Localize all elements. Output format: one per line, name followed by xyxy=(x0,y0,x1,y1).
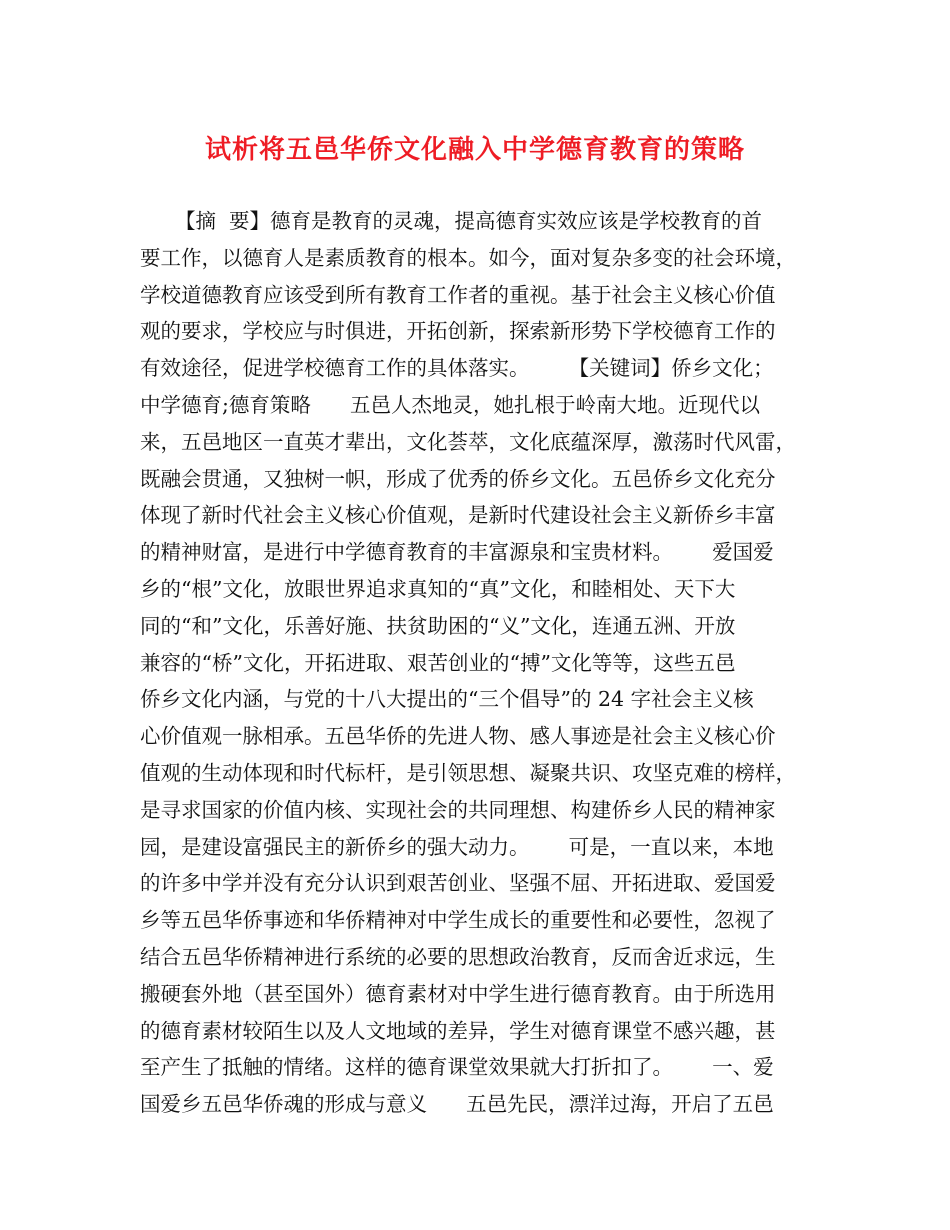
body-line xyxy=(0,350,950,387)
body-line-text: 有效途径，促进学校德育工作的具体落实。 【关键词】侨乡文化； xyxy=(140,356,774,381)
body-line-text: 国爱乡五邑华侨魂的形成与意义 五邑先民，漂洋过海，开启了五邑 xyxy=(140,1092,774,1117)
body-line xyxy=(0,571,950,608)
body-line-text: 搬硬套外地（甚至国外）德育素材对中学生进行德育教育。由于所选用 xyxy=(140,981,776,1006)
body-line xyxy=(0,461,950,498)
body-line-text: 中学德育;德育策略 五邑人杰地灵，她扎根于岭南大地。近现代以 xyxy=(140,392,761,417)
body-line xyxy=(0,277,950,314)
document-body xyxy=(0,203,950,1123)
body-line-text: 兼容的“桥”文化，开拓进取、艰苦创业的“搏”文化等等，这些五邑 xyxy=(140,650,736,675)
body-line-text: 【摘 要】德育是教育的灵魂，提高德育实效应该是学校教育的首 xyxy=(175,209,763,233)
body-line-text: 园，是建设富强民主的新侨乡的强大动力。 可是，一直以来，本地 xyxy=(140,834,774,859)
body-line-text: 学校道德教育应该受到所有教育工作者的重视。基于社会主义核心价值 xyxy=(140,282,776,307)
document-title: 试析将五邑华侨文化融入中学德育教育的策略 xyxy=(204,135,745,165)
body-line-text: 观的要求，学校应与时俱进，开拓创新，探索新形势下学校德育工作的 xyxy=(140,319,776,344)
body-line xyxy=(0,902,950,939)
body-line xyxy=(0,534,950,571)
body-line-text: 的德育素材较陌生以及人文地域的差异，学生对德育课堂不感兴趣，甚 xyxy=(140,1018,776,1043)
body-line xyxy=(0,976,950,1013)
body-line xyxy=(0,313,950,350)
body-line-text: 侨乡文化内涵，与党的十八大提出的“三个倡导”的 24 字社会主义核 xyxy=(140,687,754,712)
body-line-text: 体现了新时代社会主义核心价值观，是新时代建设社会主义新侨乡丰富 xyxy=(140,503,776,528)
body-line-text: 乡等五邑华侨事迹和华侨精神对中学生成长的重要性和必要性，忽视了 xyxy=(140,908,776,933)
body-line xyxy=(0,645,950,682)
body-line-text: 值观的生动体现和时代标杆，是引领思想、凝聚共识、攻坚克难的榜样， xyxy=(140,760,796,785)
body-line xyxy=(0,829,950,866)
body-line xyxy=(0,497,950,534)
body-line-text: 是寻求国家的价值内核、实现社会的共同理想、构建侨乡人民的精神家 xyxy=(140,797,776,822)
body-line xyxy=(0,608,950,645)
body-line xyxy=(0,1086,950,1123)
body-line xyxy=(0,792,950,829)
body-line-text: 结合五邑华侨精神进行系统的必要的思想政治教育，反而舍近求远，生 xyxy=(140,944,776,969)
body-line-text: 要工作，以德育人是素质教育的根本。如今，面对复杂多变的社会环境， xyxy=(140,245,796,270)
body-line-text: 的精神财富，是进行中学德育教育的丰富源泉和宝贵材料。 爱国爱 xyxy=(140,540,774,565)
body-line xyxy=(0,681,950,718)
body-line-text: 心价值观一脉相承。五邑华侨的先进人物、感人事迹是社会主义核心价 xyxy=(140,724,776,749)
body-line xyxy=(0,240,950,277)
body-line xyxy=(0,1049,950,1086)
body-line xyxy=(0,1013,950,1050)
body-line-text: 乡的“根”文化，放眼世界追求真知的“真”文化，和睦相处、天下大 xyxy=(140,576,736,601)
body-line-text: 的许多中学并没有充分认识到艰苦创业、坚强不屈、开拓进取、爱国爱 xyxy=(140,871,776,896)
body-line xyxy=(0,939,950,976)
body-line xyxy=(0,387,950,424)
body-line xyxy=(0,718,950,755)
body-line-text: 既融会贯通，又独树一帜，形成了优秀的侨乡文化。五邑侨乡文化充分 xyxy=(140,466,776,491)
body-line xyxy=(0,755,950,792)
body-line-text: 至产生了抵触的情绪。这样的德育课堂效果就大打折扣了。 一、爱 xyxy=(140,1055,774,1080)
body-line-text: 同的“和”文化，乐善好施、扶贫助困的“义”文化，连通五洲、开放 xyxy=(140,613,736,638)
body-line xyxy=(0,865,950,902)
body-line xyxy=(0,424,950,461)
body-line xyxy=(0,203,950,240)
body-line-text: 来，五邑地区一直英才辈出，文化荟萃，文化底蕴深厚，激荡时代风雷， xyxy=(140,429,796,454)
